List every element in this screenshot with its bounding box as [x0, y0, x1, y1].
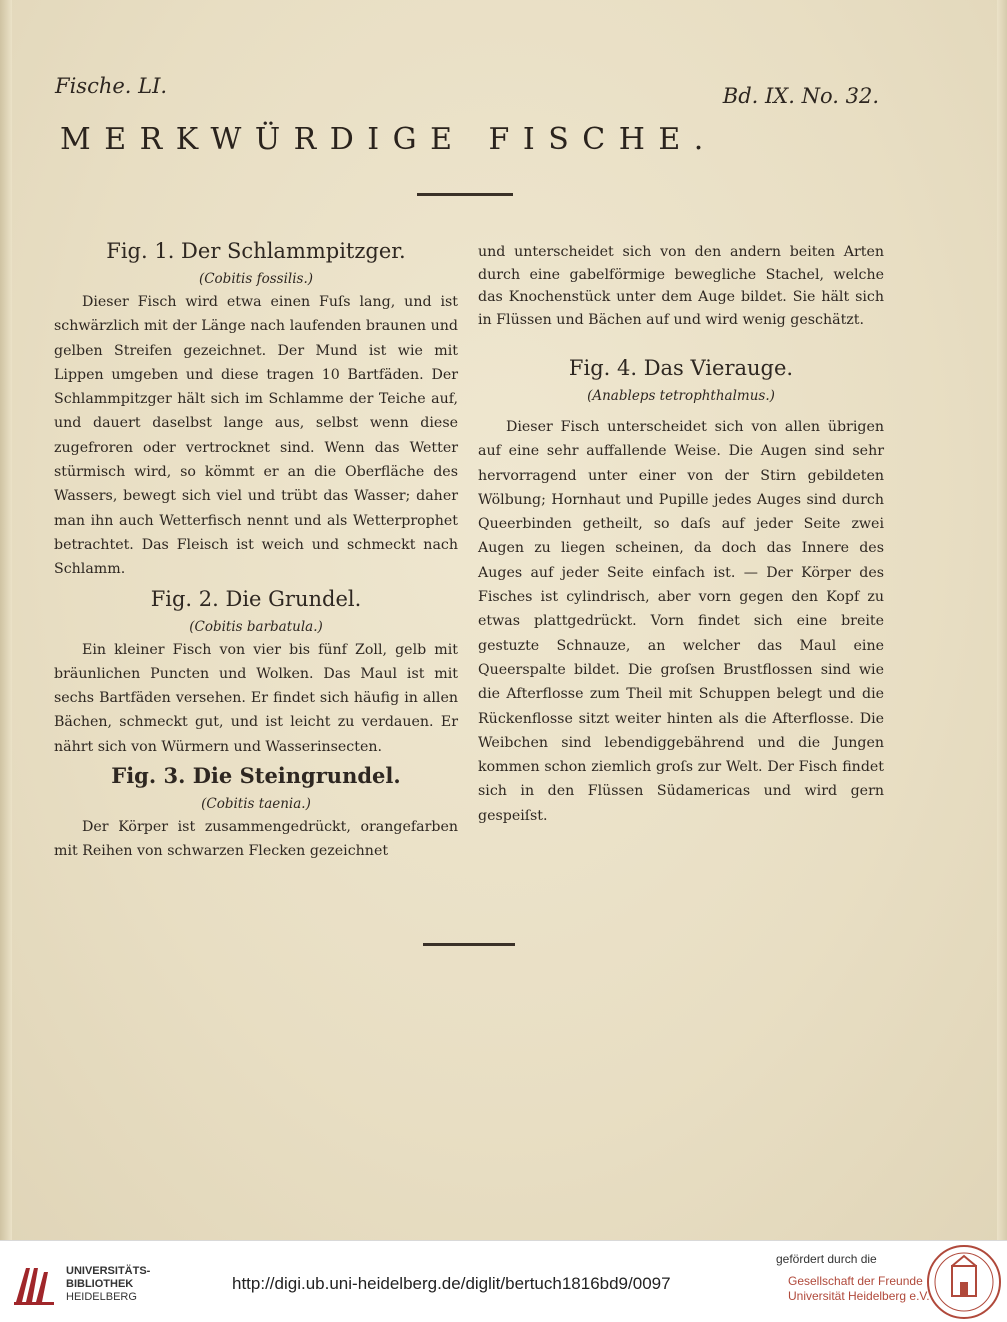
fig2-heading: Fig. 2. Die Grundel.: [150, 586, 362, 611]
library-name-line2: BIBLIOTHEK: [66, 1278, 134, 1290]
funded-by-label: gefördert durch die: [776, 1252, 877, 1266]
fig2-latin-name: (Cobitis barbatula.): [189, 618, 323, 635]
right-column: [478, 241, 884, 828]
fig1-heading: Fig. 1. Der Schlammpitzger.: [106, 239, 406, 263]
title-divider: [417, 193, 513, 196]
permalink-url[interactable]: http://digi.ub.uni-heidelberg.de/diglit/bertuch1816bd9/0097: [232, 1274, 671, 1293]
library-name-line1: UNIVERSITÄTS-: [66, 1265, 151, 1277]
fig3-latin-name: (Cobitis taenia.): [201, 796, 311, 813]
library-logo-icon: [12, 1262, 60, 1306]
end-divider: [423, 943, 515, 946]
university-seal-icon: [926, 1244, 1002, 1320]
fig2-text: Ein kleiner Fisch von vier bis fünf Zoll, gelb mit bräunlichen Puncten und Wolken. Das Maul ist mit sechs Bartfäden versehen. Er findet sich häufig in allen Bächen, schmeckt gut, und ist leicht zu verdauen. Er nährt sich von Würmern und Wasserinsecten.: [54, 641, 458, 755]
continuation-text: und unterscheidet sich von den andern beiten Arten durch eine gabelförmige bewegliche Stachel, welche das Knochenstück unter dem Auge bildet. Sie hält sich in Flüssen und Bächen auf und wird wenig geschätzt.: [478, 244, 884, 328]
society-name-line2: Universität Heidelberg e.V.: [788, 1289, 930, 1303]
fig1-latin-name: (Cobitis fossilis.): [198, 271, 314, 287]
fig4-latin-name: (Anableps tetrophthalmus.): [587, 388, 775, 404]
society-name: [788, 1274, 930, 1304]
fig1-text: Dieser Fisch wird etwa einen Fuſs lang, und ist schwärzlich mit der Länge nach laufenden braunen und gelben Streifen gezeichnet. Der Mund ist wie mit Lippen umgeben und diese tragen 10 Bartfäden. Der Schlammpitzger hält sich im Schlamme der Teiche auf, und dauert daselbst lange aus, selbst wenn diese zugefroren oder vertrocknet sind. Wenn das Wetter stürmisch wird, so kömmt er an die Oberfläche des Wassers, bewegt sich viel und trübt das Wasser; daher man ihn auch Wetterfisch nennt und als Wetterprophet betrachtet. Das Fleisch ist weich und schmeckt nach Schlamm.: [54, 294, 458, 578]
fig3-text: Der Körper ist zusammengedrückt, orangefarben mit Reihen von schwarzen Flecken gezeichnet: [54, 819, 458, 860]
library-name-line3: HEIDELBERG: [66, 1291, 137, 1303]
fig4-text: Dieser Fisch unterscheidet sich von allen übrigen auf eine sehr auffallende Weise. Die Augen sind sehr hervorragend unter einer von der Stirn gebildeten Wölbung; Hornhaut und Pupille jedes Auges sind durch Queerbinden getheilt, so daſs auf jeder Seite zwei Augen zu liegen scheinen, da doch das Innere des Auges auf jeder Seite einfach ist. — Der Körper des Fisches ist cylindrisch, aber vorn gegen den Kopf zu etwas plattgedrückt. Vorn findet sich eine breite gestuzte Schnauze, an welcher das Maul eine Queerspalte bildet. Die groſsen Brustflossen sind wie die Afterflosse zum Theil mit Schuppen belegt und die Rückenflosse sitzt weiter hinten als die Afterflosse. Die Weibchen sind lebendiggebährend und die Jungen kommen schon ziemlich groſs zur Welt. Der Fisch findet sich in den Flüssen Südamericas und wird gern gespeiſst.: [478, 419, 884, 824]
footer-bar: [0, 1240, 1007, 1322]
page-title: MERKWÜRDIGE FISCHE.: [60, 122, 717, 157]
library-name: [66, 1265, 150, 1304]
society-name-line1: Gesellschaft der Freunde: [788, 1274, 923, 1288]
fig3-heading: Fig. 3. Die Steingrundel.: [111, 763, 401, 789]
running-header-left: Fische. LI.: [55, 74, 168, 98]
left-column: [54, 234, 458, 864]
page-edge-right: [997, 0, 1007, 1240]
page-edge-left: [0, 0, 12, 1240]
running-header-right: Bd. IX. No. 32.: [722, 84, 879, 108]
fig4-heading: Fig. 4. Das Vierauge.: [568, 356, 794, 380]
